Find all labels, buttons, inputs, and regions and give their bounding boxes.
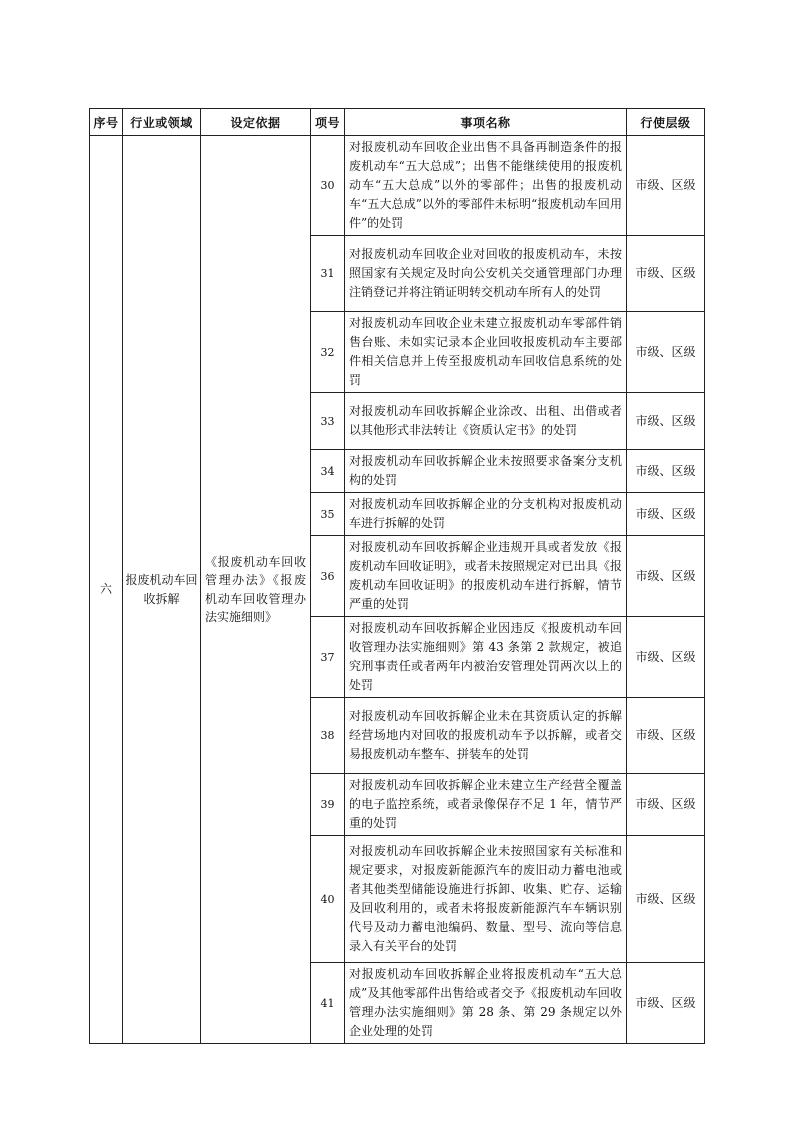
penalty-items-table — [89, 108, 705, 1044]
table-row — [90, 136, 705, 236]
item-name: 对报废机动车回收拆解企业将报废机动车“五大总成”及其他零部件出售给或者交予《报废机动车回收管理办法实施细则》第 28 条、第 29 条规定以外企业处理的处罚 — [345, 963, 627, 1044]
item-level: 市级、区级 — [627, 963, 705, 1044]
item-level: 市级、区级 — [627, 393, 705, 450]
item-name: 对报废机动车回收企业出售不具备再制造条件的报废机动车“五大总成”；出售不能继续使用的报废机动车“五大总成”以外的零部件；出售的报废机动车“五大总成”以外的零部件未标明“报废机动车回用件”的处罚 — [345, 136, 627, 236]
item-level: 市级、区级 — [627, 493, 705, 536]
item-name: 对报废机动车回收拆解企业未在其资质认定的拆解经营场地内对回收的报废机动车予以拆解，或者交易报废机动车整车、拼装车的处罚 — [345, 698, 627, 774]
item-number: 34 — [311, 450, 345, 493]
item-number: 36 — [311, 536, 345, 617]
item-level: 市级、区级 — [627, 698, 705, 774]
item-name: 对报废机动车回收拆解企业因违反《报废机动车回收管理办法实施细则》第 43 条第 2 款规定，被追究刑事责任或者两年内被治安管理处罚两次以上的处罚 — [345, 617, 627, 698]
item-name: 对报废机动车回收拆解企业违规开具或者发放《报废机动车回收证明》，或者未按照规定对已出具《报废机动车回收证明》的报废机动车进行拆解，情节严重的处罚 — [345, 536, 627, 617]
group-basis: 《报废机动车回收管理办法》《报废机动车回收管理办法实施细则》 — [201, 136, 311, 1044]
item-level: 市级、区级 — [627, 136, 705, 236]
item-level: 市级、区级 — [627, 536, 705, 617]
header-seq: 序号 — [90, 109, 123, 136]
item-number: 40 — [311, 836, 345, 963]
item-name: 对报废机动车回收拆解企业涂改、出租、出借或者以其他形式非法转让《资质认定书》的处罚 — [345, 393, 627, 450]
header-item-name: 事项名称 — [345, 109, 627, 136]
item-number: 41 — [311, 963, 345, 1044]
item-name: 对报废机动车回收企业对回收的报废机动车，未按照国家有关规定及时向公安机关交通管理部门办理注销登记并将注销证明转交机动车所有人的处罚 — [345, 236, 627, 312]
table-header-row — [90, 109, 705, 136]
item-number: 38 — [311, 698, 345, 774]
item-level: 市级、区级 — [627, 617, 705, 698]
header-item-no: 项号 — [311, 109, 345, 136]
group-industry: 报废机动车回收拆解 — [123, 136, 201, 1044]
item-number: 33 — [311, 393, 345, 450]
header-basis: 设定依据 — [201, 109, 311, 136]
item-name: 对报废机动车回收拆解企业未建立生产经营全覆盖的电子监控系统，或者录像保存不足 1 年，情节严重的处罚 — [345, 774, 627, 836]
item-number: 32 — [311, 312, 345, 393]
item-number: 35 — [311, 493, 345, 536]
item-name: 对报废机动车回收企业未建立报废机动车零部件销售台账、未如实记录本企业回收报废机动车主要部件相关信息并上传至报废机动车回收信息系统的处罚 — [345, 312, 627, 393]
header-industry: 行业或领域 — [123, 109, 201, 136]
item-number: 37 — [311, 617, 345, 698]
header-level: 行使层级 — [627, 109, 705, 136]
item-level: 市级、区级 — [627, 236, 705, 312]
item-name: 对报废机动车回收拆解企业未按照要求备案分支机构的处罚 — [345, 450, 627, 493]
item-number: 30 — [311, 136, 345, 236]
item-level: 市级、区级 — [627, 450, 705, 493]
item-level: 市级、区级 — [627, 774, 705, 836]
item-name: 对报废机动车回收拆解企业未按照国家有关标准和规定要求，对报废新能源汽车的废旧动力蓄电池或者其他类型储能设施进行拆卸、收集、贮存、运输及回收利用的，或者未将报废新能源汽车车辆识别代号及动力蓄电池编码、数量、型号、流向等信息录入有关平台的处罚 — [345, 836, 627, 963]
item-name: 对报废机动车回收拆解企业的分支机构对报废机动车进行拆解的处罚 — [345, 493, 627, 536]
item-number: 31 — [311, 236, 345, 312]
item-level: 市级、区级 — [627, 312, 705, 393]
item-level: 市级、区级 — [627, 836, 705, 963]
item-number: 39 — [311, 774, 345, 836]
group-seq: 六 — [90, 136, 123, 1044]
